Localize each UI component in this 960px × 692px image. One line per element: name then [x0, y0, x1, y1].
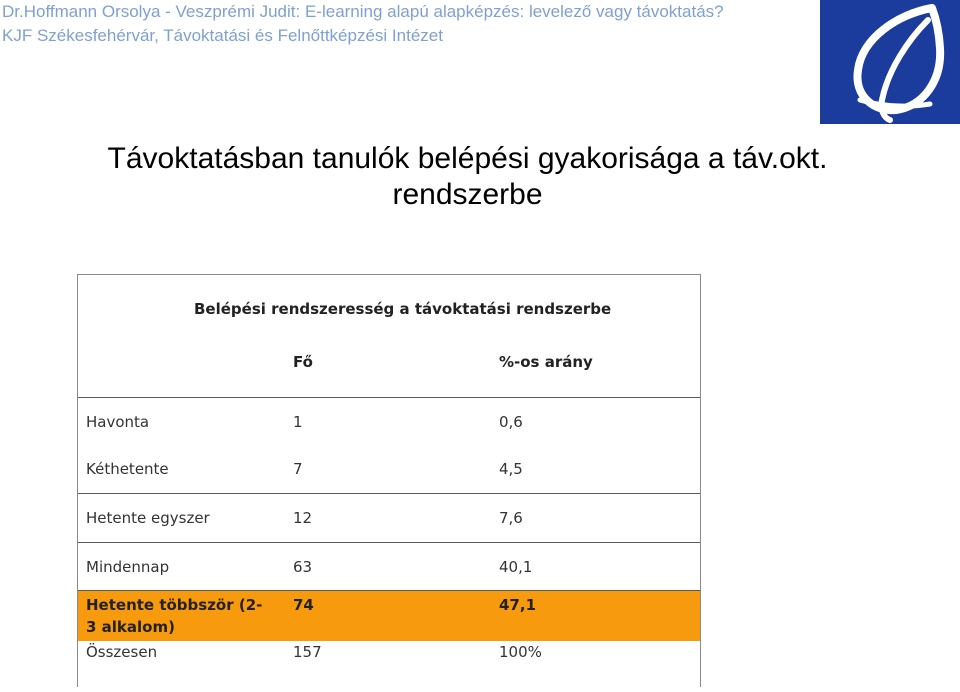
- table-row-highlighted: [78, 590, 700, 641]
- frequency-table: [77, 274, 701, 687]
- row-count: 74: [293, 596, 314, 614]
- row-count: 12: [293, 509, 313, 527]
- header-institute: KJF Székesfehérvár, Távoktatási és Felnőttképzési Intézet: [2, 26, 443, 45]
- row-percent: 0,6: [499, 413, 523, 431]
- row-label: Kéthetente: [86, 460, 169, 478]
- row-label: Összesen: [86, 643, 158, 661]
- table-title: Belépési rendszeresség a távoktatási rendszerbe: [194, 300, 612, 318]
- institute-logo: [820, 0, 960, 124]
- table-row: [78, 397, 700, 446]
- table-row-total: [78, 640, 700, 687]
- slide-title-line1: Távoktatásban tanulók belépési gyakorisága a táv.okt.: [107, 142, 828, 175]
- row-count: 63: [293, 558, 313, 576]
- row-percent: 7,6: [499, 509, 523, 527]
- row-count: 157: [293, 643, 322, 661]
- slide-title-line2: rendszerbe: [392, 178, 543, 211]
- row-label: Mindennap: [86, 558, 170, 576]
- row-percent: 40,1: [499, 558, 533, 576]
- table-row: [78, 445, 700, 493]
- row-label: Havonta: [86, 413, 150, 431]
- header-authors-title: Dr.Hoffmann Orsolya - Veszprémi Judit: E-learning alapú alapképzés: levelező vagy távoktatás?: [2, 2, 724, 21]
- table-row: [78, 493, 700, 542]
- row-percent: 100%: [499, 643, 542, 661]
- row-percent: 47,1: [499, 596, 537, 614]
- slide-header: [2, 0, 724, 48]
- row-count: 1: [293, 413, 303, 431]
- row-count: 7: [293, 460, 303, 478]
- row-percent: 4,5: [499, 460, 523, 478]
- table-row: [78, 542, 700, 591]
- row-label: Hetente többször (2-3 alkalom): [86, 596, 263, 636]
- column-header-count: Fő: [293, 353, 313, 371]
- slide-title: [0, 141, 935, 213]
- leaf-logo-icon: [820, 0, 960, 124]
- row-label: Hetente egyszer: [86, 509, 210, 527]
- column-header-percent: %-os arány: [499, 353, 593, 371]
